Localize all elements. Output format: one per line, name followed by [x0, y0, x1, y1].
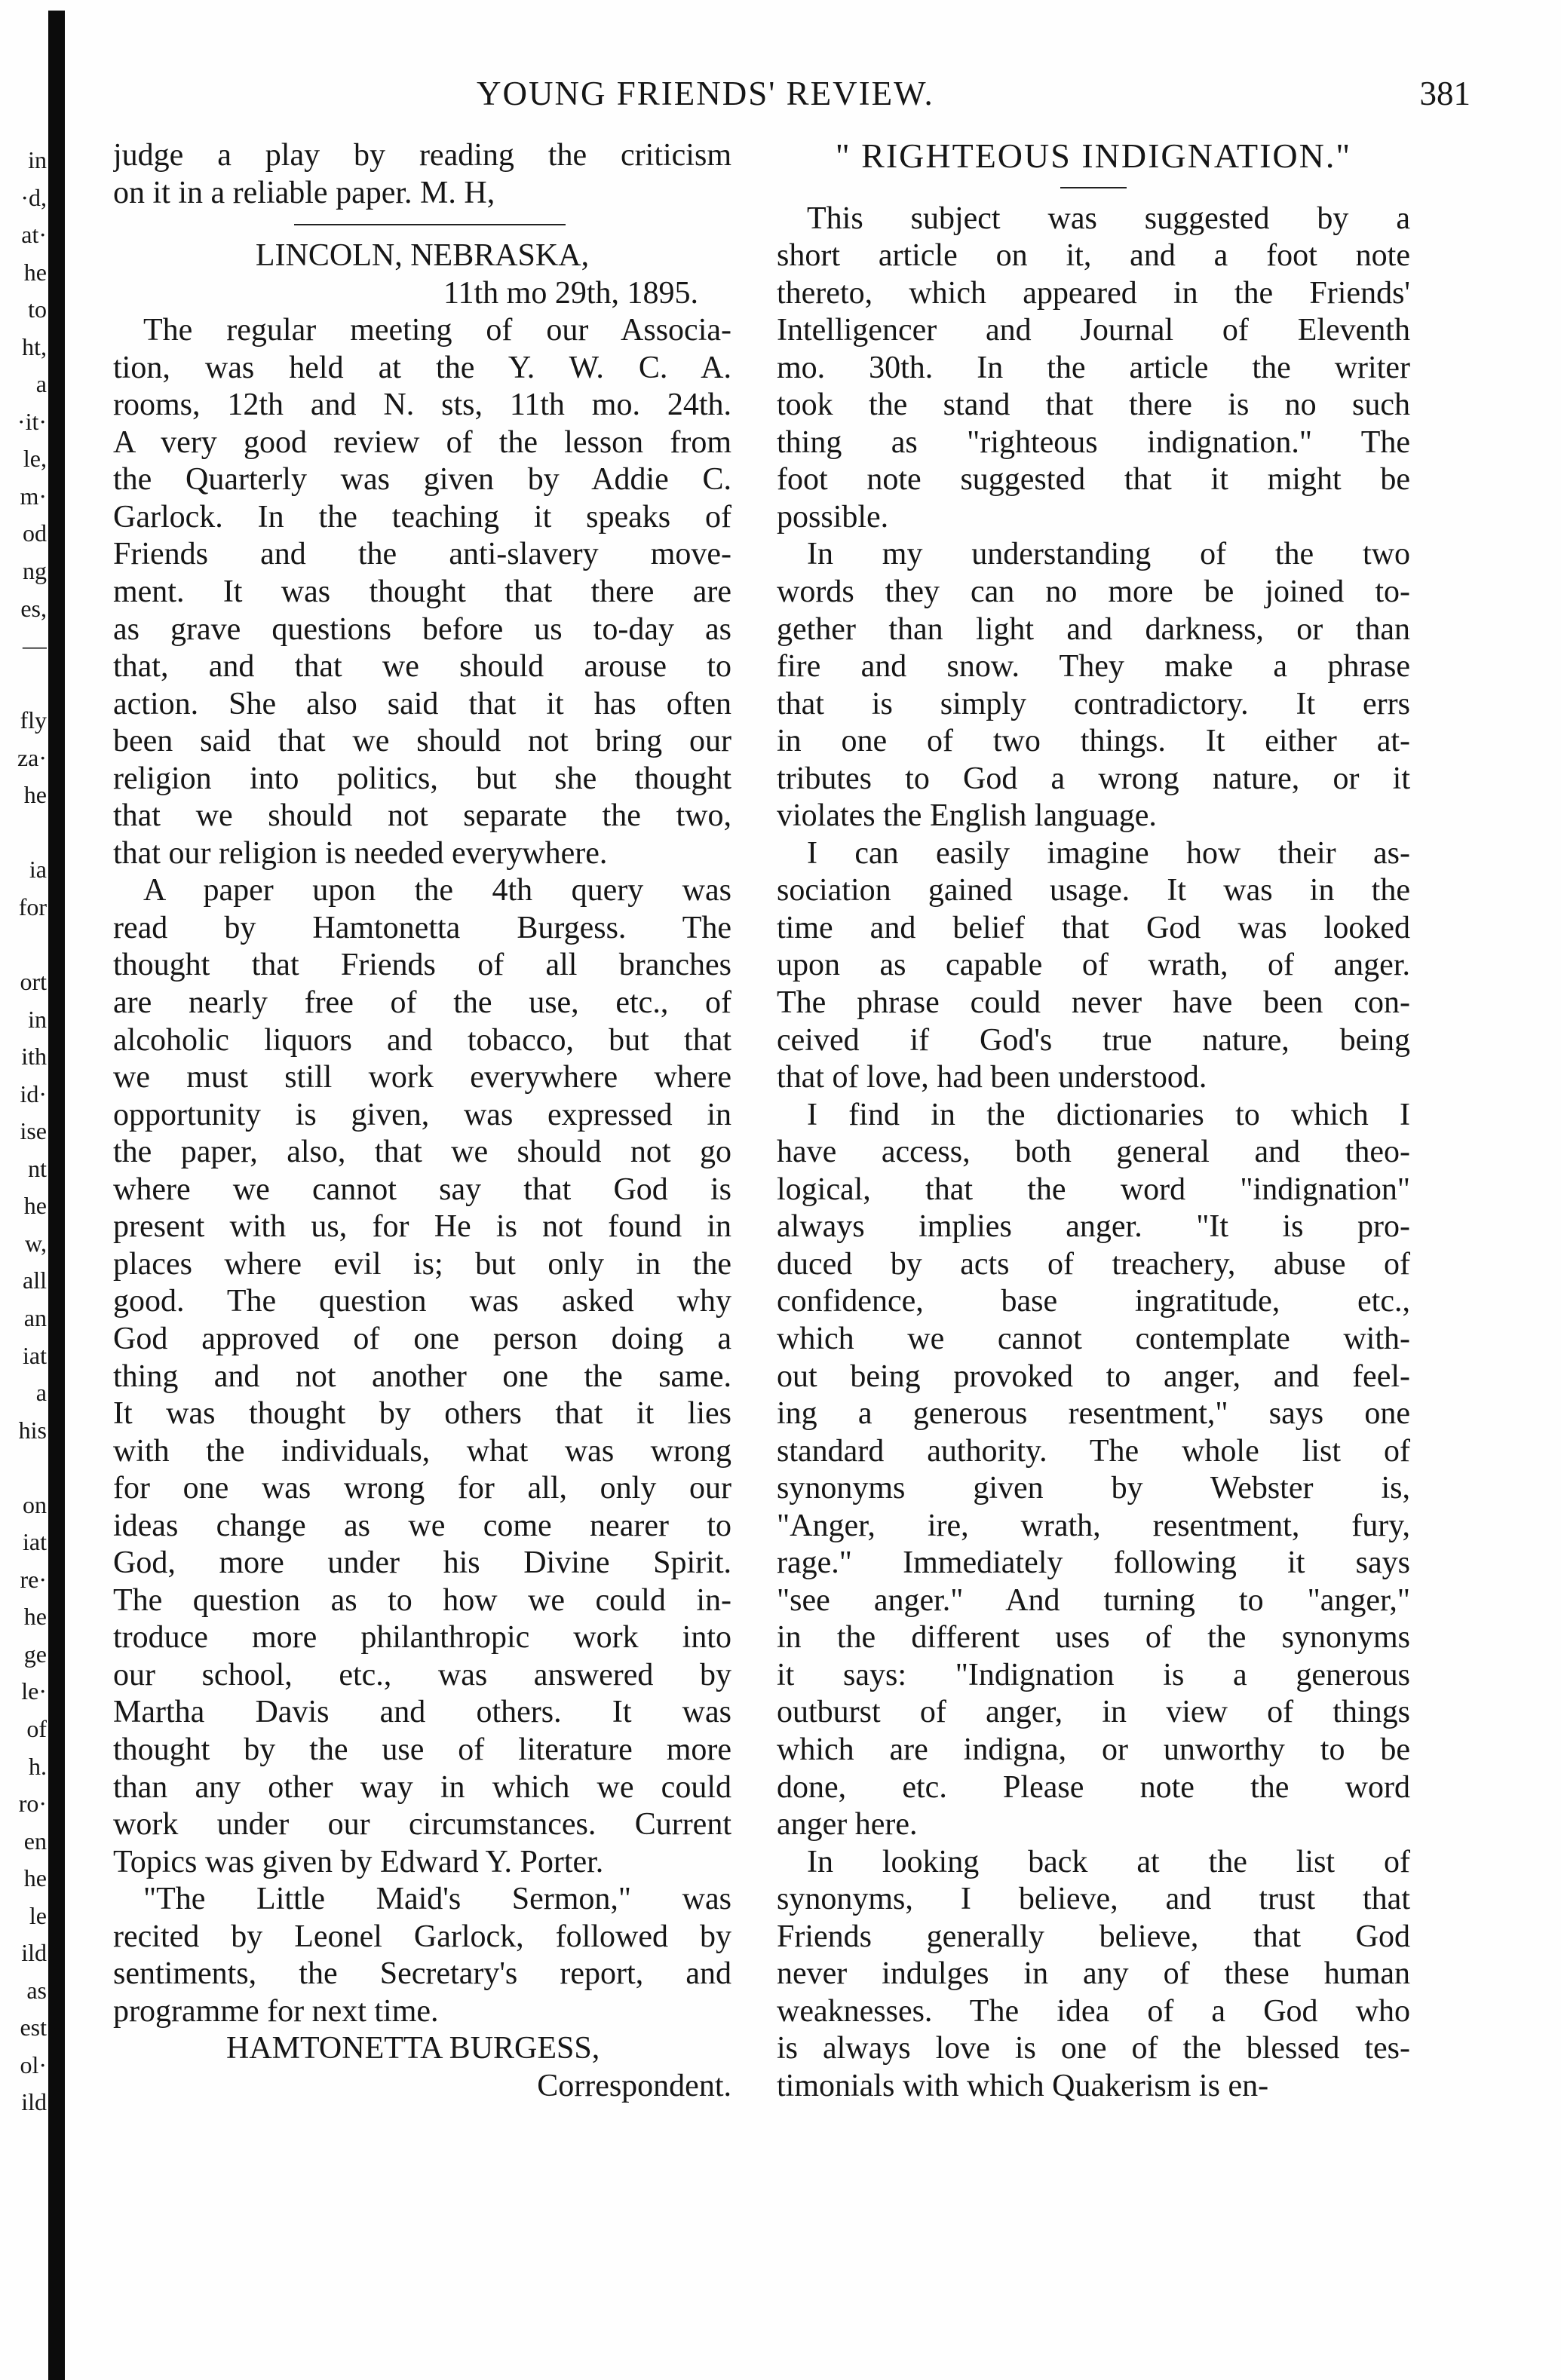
gutter-fragment: w,: [24, 1229, 47, 1257]
gutter-fragment: ia: [29, 856, 47, 884]
text-line: Topics was given by Edward Y. Porter.: [113, 1844, 604, 1879]
gutter-fragment: ol·: [20, 2051, 47, 2078]
text-line: "The Little Maid's Sermon," was: [143, 1882, 731, 1917]
gutter-fragment: ·d,: [20, 183, 47, 211]
gutter-fragment: he: [23, 1864, 47, 1892]
text-line: God approved of one person doing a: [113, 1321, 731, 1356]
text-line: rage." Immediately following it says: [777, 1545, 1410, 1581]
gutter-fragment: in: [28, 146, 47, 173]
text-line: words they can no more be joined to-: [777, 574, 1410, 610]
text-line: A paper upon the 4th query was: [143, 873, 731, 908]
gutter-fragment: ort: [20, 968, 47, 996]
gutter-fragment: za·: [17, 743, 47, 771]
binding-gutter: [48, 11, 65, 2380]
text-line: for one was wrong for all, only our: [113, 1471, 731, 1506]
text-line: fire and snow. They make a phrase: [777, 649, 1410, 685]
text-line: Martha Davis and others. It was: [113, 1695, 731, 1730]
text-line: that we should not separate the two,: [113, 798, 731, 834]
gutter-fragment: as: [26, 1976, 47, 2004]
text-line: out being provoked to anger, and feel-: [777, 1358, 1410, 1394]
gutter-fragment: his: [18, 1416, 47, 1444]
text-line: timonials with which Quakerism is en-: [777, 2068, 1269, 2103]
gutter-fragment: od: [23, 519, 47, 547]
text-line: as grave questions before us to-day as: [113, 611, 731, 647]
text-line: is always love is one of the blessed tes-: [777, 2031, 1410, 2066]
text-line: it says: "Indignation is a generous: [777, 1657, 1410, 1692]
gutter-fragment: nt: [28, 1154, 47, 1182]
article-body: [777, 201, 1410, 2106]
text-line: tion, was held at the Y. W. C. A.: [113, 350, 731, 385]
left-column: [113, 137, 731, 2105]
article-title: " RIGHTEOUS INDIGNATION.": [835, 137, 1352, 175]
text-line: Intelligencer and Journal of Eleventh: [777, 313, 1410, 348]
text-line: rooms, 12th and N. sts, 11th mo. 24th.: [113, 387, 731, 423]
text-line: action. She also said that it has often: [113, 686, 731, 721]
gutter-fragment: re·: [20, 1565, 47, 1593]
text-line: The phrase could never have been con-: [777, 985, 1410, 1021]
text-line: ment. It was thought that there are: [113, 574, 731, 610]
gutter-fragment: all: [23, 1267, 47, 1294]
report-body: [113, 312, 731, 2030]
page-number: 381: [1419, 75, 1471, 112]
text-line: sociation gained usage. It was in the: [777, 873, 1410, 908]
text-line: mo. 30th. In the article the writer: [777, 350, 1410, 385]
text-line: This subject was suggested by a: [807, 201, 1410, 236]
dateline-date: 11th mo 29th, 1895.: [443, 275, 698, 311]
text-line: sentiments, the Secretary's report, and: [113, 1956, 731, 1992]
text-line: recited by Leonel Garlock, followed by: [113, 1919, 731, 1954]
text-line: have access, both general and theo-: [777, 1135, 1410, 1170]
text-line: logical, that the word "indignation": [777, 1172, 1410, 1207]
text-line: Friends and the anti-slavery move-: [113, 537, 731, 572]
text-line: violates the English language.: [777, 798, 1157, 834]
text-line: thought that Friends of all branches: [113, 948, 731, 983]
text-line: that is simply contradictory. It errs: [777, 686, 1410, 721]
gutter-fragment: on: [23, 1490, 47, 1518]
text-line: I can easily imagine how their as-: [807, 835, 1410, 871]
text-line: are nearly free of the use, etc., of: [113, 985, 731, 1021]
title-divider: [777, 175, 1410, 201]
running-title: YOUNG FRIENDS' REVIEW.: [477, 75, 934, 112]
text-line: read by Hamtonetta Burgess. The: [113, 910, 731, 945]
text-line: thereto, which appeared in the Friends': [777, 275, 1410, 311]
text-line: thing and not another one the same.: [113, 1358, 731, 1394]
text-line: thought by the use of literature more: [113, 1732, 731, 1767]
gutter-fragment: fly: [20, 706, 47, 734]
text-line: which we cannot contemplate with-: [777, 1321, 1410, 1356]
text-line: ing a generous resentment," says one: [777, 1396, 1410, 1432]
text-line: never indulges in any of these human: [777, 1956, 1410, 1992]
text-line: The question as to how we could in-: [113, 1582, 731, 1618]
text-line: I find in the dictionaries to which I: [807, 1097, 1410, 1132]
text-line: always implies anger. "It is pro-: [777, 1209, 1410, 1245]
section-divider: [113, 212, 731, 237]
text-line: opportunity is given, was expressed in: [113, 1097, 731, 1132]
text-line: "Anger, ire, wrath, resentment, fury,: [777, 1508, 1410, 1543]
signature-name: HAMTONETTA BURGESS,: [226, 2031, 600, 2066]
text-line: took the stand that there is no such: [777, 387, 1410, 423]
text-line: on it in a reliable paper. M. H,: [113, 175, 495, 210]
text-line: work under our circumstances. Current: [113, 1807, 731, 1842]
text-line: judge a play by reading the criticism: [113, 138, 731, 173]
text-line: where we cannot say that God is: [113, 1172, 731, 1207]
facing-page-fragments: [0, 142, 47, 2121]
signature-role: Correspondent.: [537, 2068, 731, 2103]
text-line: In my understanding of the two: [807, 537, 1410, 572]
text-line: time and belief that God was looked: [777, 910, 1410, 945]
text-line: programme for next time.: [113, 1993, 439, 2029]
gutter-fragment: [0, 1449, 47, 1487]
text-line: foot note suggested that it might be: [777, 462, 1410, 498]
text-line: The regular meeting of our Associa-: [143, 313, 731, 348]
gutter-fragment: le·: [21, 1677, 47, 1705]
gutter-fragment: [0, 814, 47, 852]
gutter-fragment: ith: [21, 1043, 47, 1071]
gutter-fragment: ge: [23, 1640, 47, 1668]
gutter-fragment: ro·: [18, 1790, 47, 1818]
text-line: in one of two things. It either at-: [777, 724, 1410, 759]
text-line: In looking back at the list of: [807, 1844, 1410, 1879]
text-line: that of love, had been understood.: [777, 1060, 1207, 1095]
gutter-fragment: at·: [21, 221, 47, 249]
text-line: thing as "righteous indignation." The: [777, 424, 1410, 460]
text-line: good. The question was asked why: [113, 1284, 731, 1319]
text-line: than any other way in which we could: [113, 1769, 731, 1805]
text-line: which are indigna, or unworthy to be: [777, 1732, 1410, 1767]
gutter-fragment: ild: [21, 1939, 47, 1967]
gutter-fragment: ht,: [22, 332, 47, 360]
gutter-fragment: m·: [20, 482, 47, 510]
text-line: possible.: [777, 499, 889, 535]
gutter-fragment: ise: [20, 1117, 47, 1145]
gutter-fragment: in: [28, 1005, 47, 1033]
text-line: in the different uses of the synonyms: [777, 1620, 1410, 1656]
right-column: [777, 137, 1410, 2105]
text-line: duced by acts of treachery, abuse of: [777, 1246, 1410, 1282]
gutter-fragment: iat: [23, 1528, 47, 1556]
gutter-fragment: to: [28, 296, 47, 323]
text-line: synonyms, I believe, and trust that: [777, 1882, 1410, 1917]
text-line: troduce more philanthropic work into: [113, 1620, 731, 1656]
gutter-fragment: ng: [23, 557, 47, 585]
text-line: It was thought by others that it lies: [113, 1396, 731, 1432]
gutter-fragment: es,: [20, 594, 47, 622]
gutter-fragment: —: [23, 632, 47, 660]
text-line: that our religion is needed everywhere.: [113, 835, 608, 871]
running-header: [113, 69, 1471, 118]
text-line: outburst of anger, in view of things: [777, 1695, 1410, 1730]
gutter-fragment: ·it·: [17, 407, 47, 435]
gutter-fragment: [0, 926, 47, 963]
gutter-fragment: ild: [21, 2088, 47, 2116]
gutter-fragment: a: [35, 370, 47, 398]
text-line: Friends generally believe, that God: [777, 1919, 1410, 1954]
text-line: ceived if God's true nature, being: [777, 1022, 1410, 1058]
gutter-fragment: he: [23, 258, 47, 286]
text-line: tributes to God a wrong nature, or it: [777, 761, 1410, 796]
text-line: standard authority. The whole list of: [777, 1433, 1410, 1469]
text-line: Garlock. In the teaching it speaks of: [113, 499, 731, 535]
text-line: anger here.: [777, 1807, 918, 1842]
text-line: been said that we should not bring our: [113, 724, 731, 759]
gutter-fragment: id·: [20, 1080, 47, 1107]
text-line: confidence, base ingratitude, etc.,: [777, 1284, 1410, 1319]
text-line: short article on it, and a foot note: [777, 238, 1410, 274]
gutter-fragment: he: [23, 1192, 47, 1220]
gutter-fragment: he: [23, 1603, 47, 1631]
gutter-fragment: le,: [23, 445, 47, 473]
text-line: done, etc. Please note the word: [777, 1769, 1410, 1805]
gutter-fragment: en: [23, 1827, 47, 1855]
text-line: synonyms given by Webster is,: [777, 1471, 1410, 1506]
text-line: that, and that we should arouse to: [113, 649, 731, 685]
text-line: places where evil is; but only in the: [113, 1246, 731, 1282]
text-line: with the individuals, what was wrong: [113, 1433, 731, 1469]
left-top-lines: [113, 137, 731, 212]
text-line: we must still work everywhere where: [113, 1060, 731, 1095]
gutter-fragment: le: [29, 1901, 47, 1929]
text-line: present with us, for He is not found in: [113, 1209, 731, 1245]
text-line: alcoholic liquors and tobacco, but that: [113, 1022, 731, 1058]
text-line: the Quarterly was given by Addie C.: [113, 462, 731, 498]
gutter-fragment: he: [23, 781, 47, 809]
gutter-fragment: est: [20, 2014, 47, 2042]
text-line: ideas change as we come nearer to: [113, 1508, 731, 1543]
text-line: A very good review of the lesson from: [113, 424, 731, 460]
text-line: God, more under his Divine Spirit.: [113, 1545, 731, 1581]
gutter-fragment: iat: [23, 1341, 47, 1369]
gutter-fragment: of: [26, 1714, 47, 1742]
gutter-fragment: [0, 665, 47, 703]
gutter-fragment: an: [23, 1303, 47, 1331]
text-line: religion into politics, but she thought: [113, 761, 731, 796]
text-line: upon as capable of wrath, of anger.: [777, 948, 1410, 983]
gutter-fragment: h.: [29, 1752, 47, 1780]
text-line: gether than light and darkness, or than: [777, 611, 1410, 647]
text-line: "see anger." And turning to "anger,": [777, 1582, 1410, 1618]
text-line: our school, etc., was answered by: [113, 1657, 731, 1692]
gutter-fragment: for: [18, 893, 47, 920]
gutter-fragment: a: [35, 1379, 47, 1407]
dateline-place: LINCOLN, NEBRASKA,: [255, 238, 590, 274]
text-line: weaknesses. The idea of a God who: [777, 1993, 1410, 2029]
text-line: the paper, also, that we should not go: [113, 1135, 731, 1170]
